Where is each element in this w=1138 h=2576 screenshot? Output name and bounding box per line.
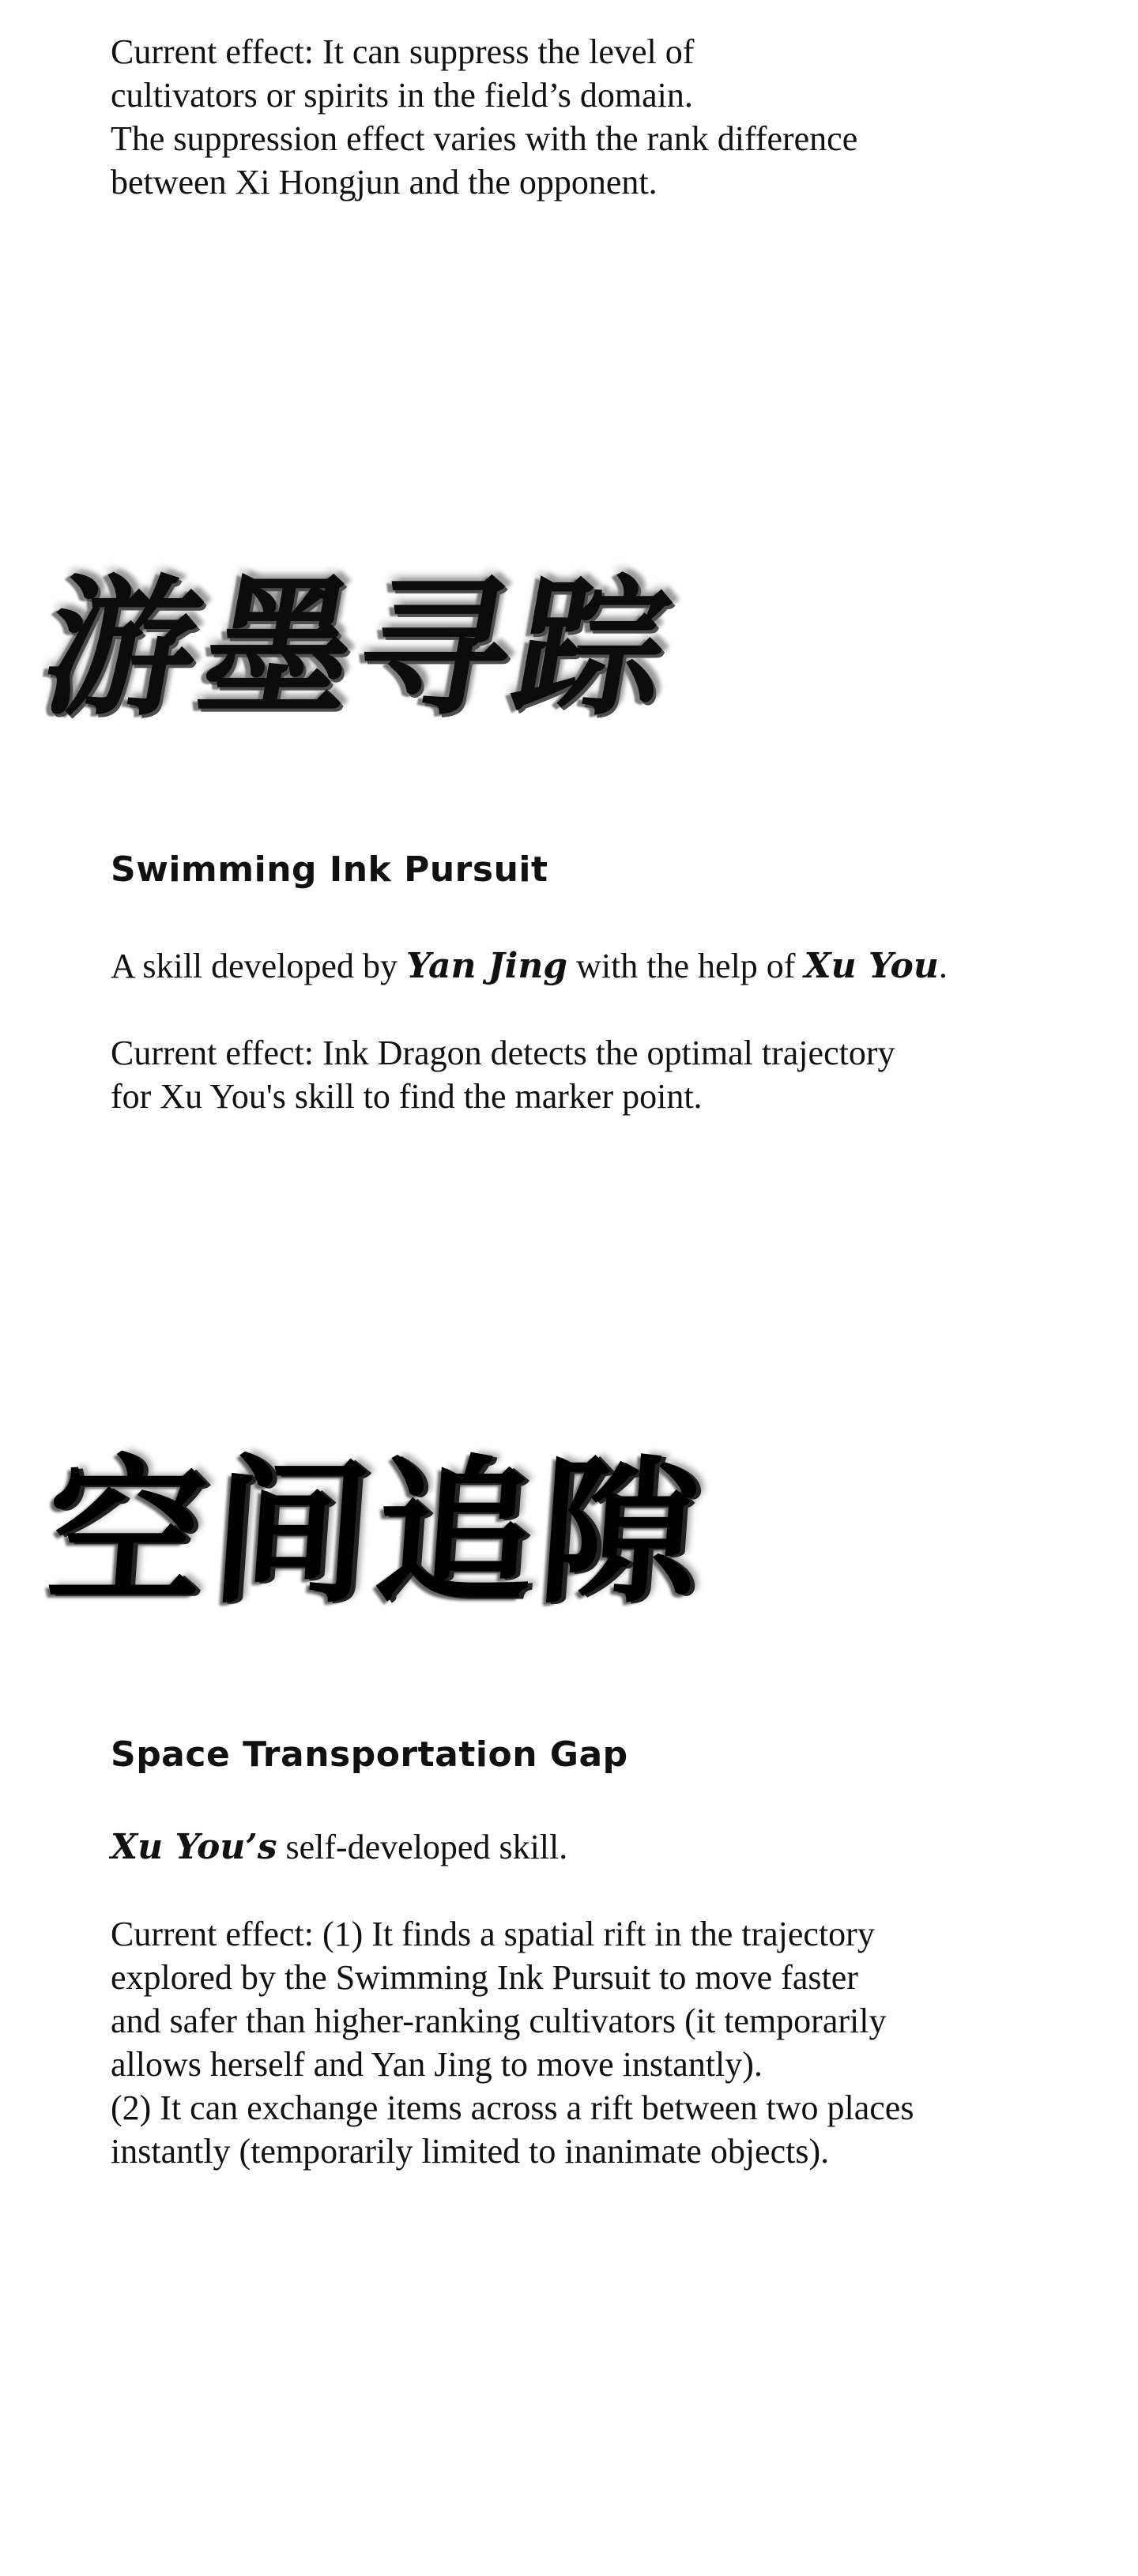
skill-origin-text [111,944,1027,988]
text-line: instantly (temporarily limited to inanimate objects). [111,2132,830,2171]
text-line: Current effect: (1) It finds a spatial rift in the trajectory [111,1915,875,1953]
origin-prefix: A skill developed by [111,947,406,985]
skill-origin-swimming-ink [111,944,1027,988]
skill-effect-space-gap [111,1912,1027,2173]
text-line: allows herself and Yan Jing to move instantly). [111,2045,763,2084]
field-effect-section [111,30,1027,204]
skill-effect-swimming-ink [111,1031,1027,1118]
skill-origin-space-gap [111,1825,1027,1869]
text-line: between Xi Hongjun and the opponent. [111,163,658,201]
origin-suffix: . [938,947,948,985]
field-effect-description [111,30,1027,204]
skill-title-wrapper [111,849,1027,890]
text-line: cultivators or spirits in the field’s domain. [111,76,693,115]
calligraphy-title-swimming-ink: 游墨寻踪 [32,559,689,736]
skill-origin-text [111,1825,1027,1869]
character-name-xu-you: Xu You’s [111,1827,277,1867]
text-line: Current effect: Ink Dragon detects the optimal trajectory [111,1034,895,1072]
skill-title-space-transportation-gap: Space Transportation Gap [111,1734,628,1775]
skill-effect-text [111,1912,1027,2173]
character-name-yan-jing: Yan Jing [405,946,568,986]
skill-effect-text [111,1031,1027,1118]
text-line: for Xu You's skill to find the marker point. [111,1077,703,1116]
text-line: Current effect: It can suppress the level of [111,32,695,71]
skill-title-swimming-ink-pursuit: Swimming Ink Pursuit [111,849,548,890]
text-line: The suppression effect varies with the rank difference [111,119,858,158]
origin-middle: with the help of [567,947,805,985]
calligraphy-title-space-gap: 空间追隙 [40,1440,712,1625]
character-name-xu-you: Xu You [804,946,939,986]
text-line: (2) It can exchange items across a rift between two places [111,2088,914,2127]
origin-suffix: self-developed skill. [277,1828,568,1866]
text-line: and safer than higher-ranking cultivators (it temporarily [111,2002,887,2040]
text-line: explored by the Swimming Ink Pursuit to move faster [111,1958,858,1997]
skill-title-wrapper [111,1734,1027,1775]
